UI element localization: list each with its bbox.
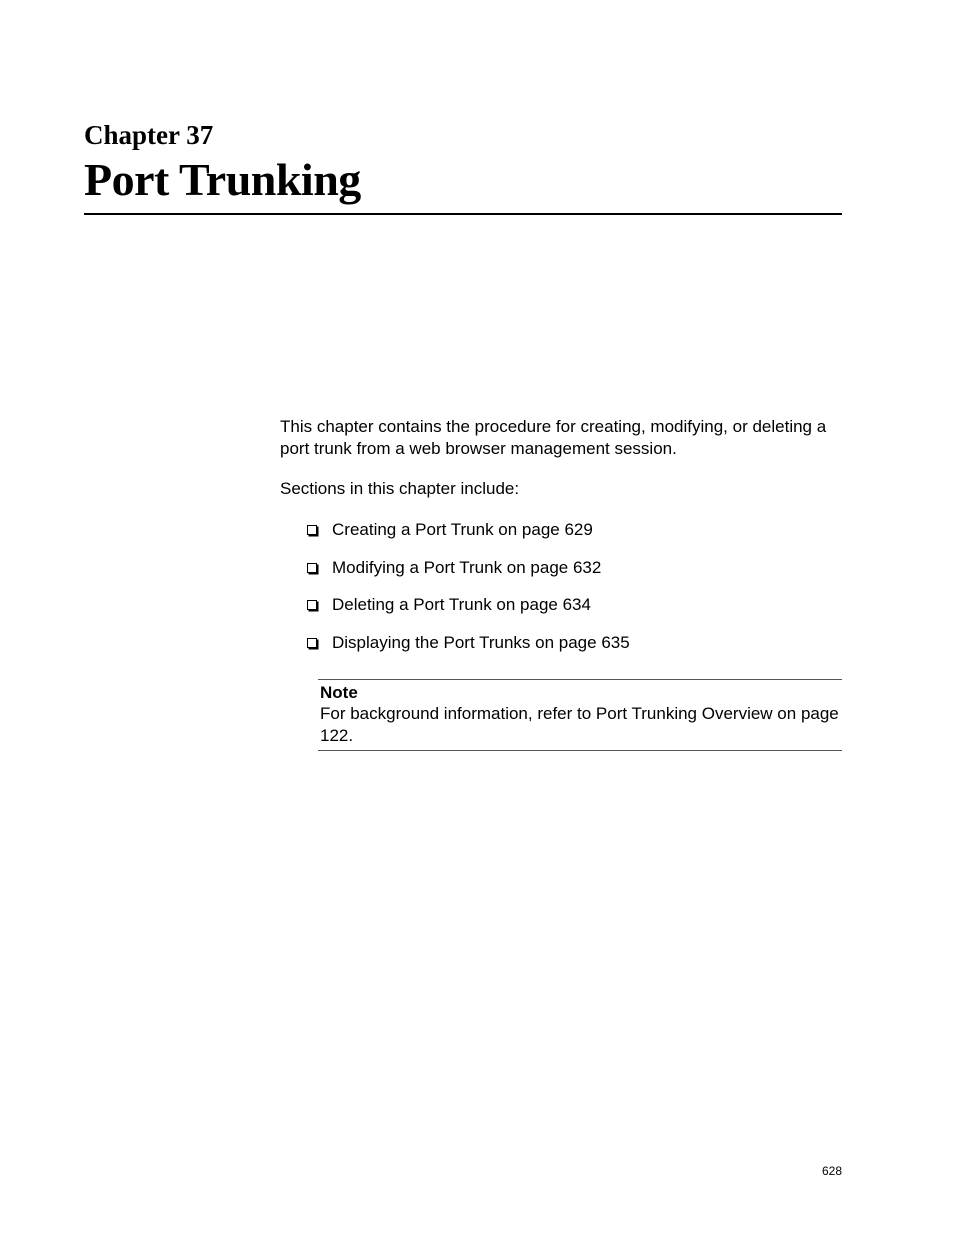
note-box <box>318 679 842 751</box>
checkbox-bullet-icon <box>307 638 317 648</box>
title-rule <box>84 213 842 215</box>
section-list-item[interactable] <box>307 519 630 557</box>
section-list-item[interactable] <box>307 632 630 670</box>
note-heading: Note <box>320 683 358 702</box>
chapter-label: Chapter 37 <box>84 120 214 150</box>
section-link[interactable]: Displaying the Port Trunks on page 635 <box>332 632 630 652</box>
section-link[interactable]: Creating a Port Trunk on page 629 <box>332 520 593 539</box>
intro-paragraph: This chapter contains the procedure for creating, modifying, or deleting a port trunk from a web browser management session. <box>280 417 827 458</box>
chapter-header <box>84 118 842 208</box>
sections-intro: Sections in this chapter include: <box>280 479 520 498</box>
checkbox-bullet-icon <box>307 600 317 610</box>
section-list <box>307 519 630 669</box>
section-list-item[interactable] <box>307 557 630 595</box>
checkbox-bullet-icon <box>307 525 317 535</box>
checkbox-bullet-icon <box>307 563 317 573</box>
section-link[interactable]: Deleting a Port Trunk on page 634 <box>332 595 591 614</box>
section-link[interactable]: Modifying a Port Trunk on page 632 <box>332 557 602 577</box>
chapter-title: Port Trunking <box>84 154 361 205</box>
page-number: 628 <box>821 1164 842 1178</box>
note-text: For background information, refer to Port Trunking Overview on page 122. <box>320 704 839 745</box>
section-list-item[interactable] <box>307 594 630 632</box>
